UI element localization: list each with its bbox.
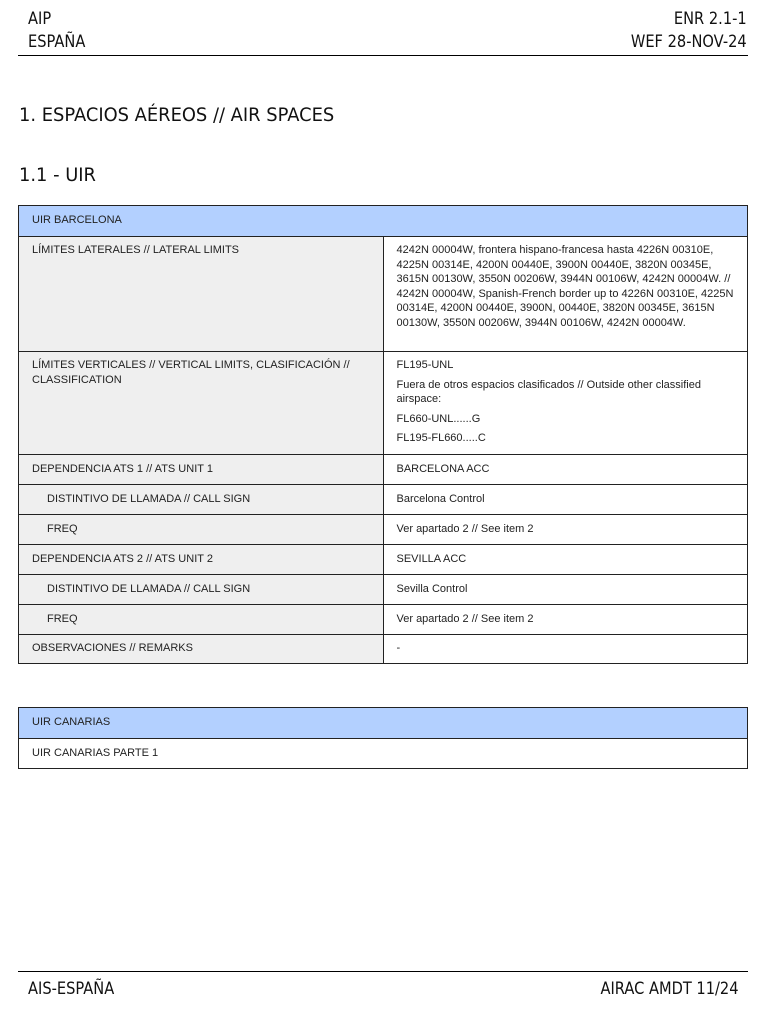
call-sign-2-value: Sevilla Control <box>383 575 748 605</box>
remarks-value: - <box>383 635 748 664</box>
uir-canarias-title: UIR CANARIAS <box>19 708 748 739</box>
uir-barcelona-title: UIR BARCELONA <box>19 206 748 237</box>
call-sign-1-value: Barcelona Control <box>383 485 748 515</box>
uir-canarias-table <box>18 707 748 769</box>
freq-2-value: Ver apartado 2 // See item 2 <box>383 605 748 635</box>
header-right <box>631 8 747 54</box>
header-aip: AIP <box>28 9 52 29</box>
classification-g: FL660-UNL......G <box>396 412 481 425</box>
call-sign-2-label: DISTINTIVO DE LLAMADA // CALL SIGN <box>19 575 384 605</box>
ats-unit-1-label: DEPENDENCIA ATS 1 // ATS UNIT 1 <box>19 455 384 485</box>
lateral-limits-label: LÍMITES LATERALES // LATERAL LIMITS <box>19 237 384 352</box>
ats-unit-2-label: DEPENDENCIA ATS 2 // ATS UNIT 2 <box>19 545 384 575</box>
classification-note: Fuera de otros espacios clasificados // Outside other classified airspace: <box>396 378 701 405</box>
header-page-ref: ENR 2.1-1 <box>674 9 747 29</box>
footer-amendment: AIRAC AMDT 11/24 <box>600 979 739 999</box>
freq-1-value: Ver apartado 2 // See item 2 <box>383 515 748 545</box>
subsection-title: 1.1 - UIR <box>19 164 96 186</box>
ats-unit-2-value: SEVILLA ACC <box>383 545 748 575</box>
lateral-limits-value: 4242N 00004W, frontera hispano-francesa hasta 4226N 00310E, 4225N 00314E, 4200N 00440E, 3900N 00440E, 3820N 00345E, 3615N 00130W, 3550N 00206W, 3944N 00106W, 4242N 00004W. // 4242N 00004W, Spanish-French border up to 4226N 00310E, 4225N 00314E, 4200N 00440E, 3900N, 00440E, 3820N 00345E, 3615N 00130W, 3550N 00206W, 3944N 00106W, 4242N 00004W. <box>383 237 748 352</box>
footer-publisher: AIS-ESPAÑA <box>28 979 115 999</box>
page-header <box>18 8 748 56</box>
remarks-label: OBSERVACIONES // REMARKS <box>19 635 384 664</box>
freq-1-label: FREQ <box>19 515 384 545</box>
section-title: 1. ESPACIOS AÉREOS // AIR SPACES <box>19 104 335 126</box>
call-sign-1-label: DISTINTIVO DE LLAMADA // CALL SIGN <box>19 485 384 515</box>
uir-canarias-part-1: UIR CANARIAS PARTE 1 <box>19 739 748 769</box>
header-effective-date: WEF 28-NOV-24 <box>631 32 747 52</box>
vertical-limit-range: FL195-UNL <box>396 359 454 371</box>
vertical-limits-value <box>383 352 748 455</box>
classification-c: FL195-FL660.....C <box>396 432 486 444</box>
header-country: ESPAÑA <box>28 32 86 52</box>
ats-unit-1-value: BARCELONA ACC <box>383 455 748 485</box>
vertical-limits-label: LÍMITES VERTICALES // VERTICAL LIMITS, CLASIFICACIÓN // CLASSIFICATION <box>19 352 384 455</box>
page-footer <box>18 971 748 1012</box>
header-left <box>28 8 85 54</box>
uir-barcelona-table <box>18 205 748 664</box>
freq-2-label: FREQ <box>19 605 384 635</box>
